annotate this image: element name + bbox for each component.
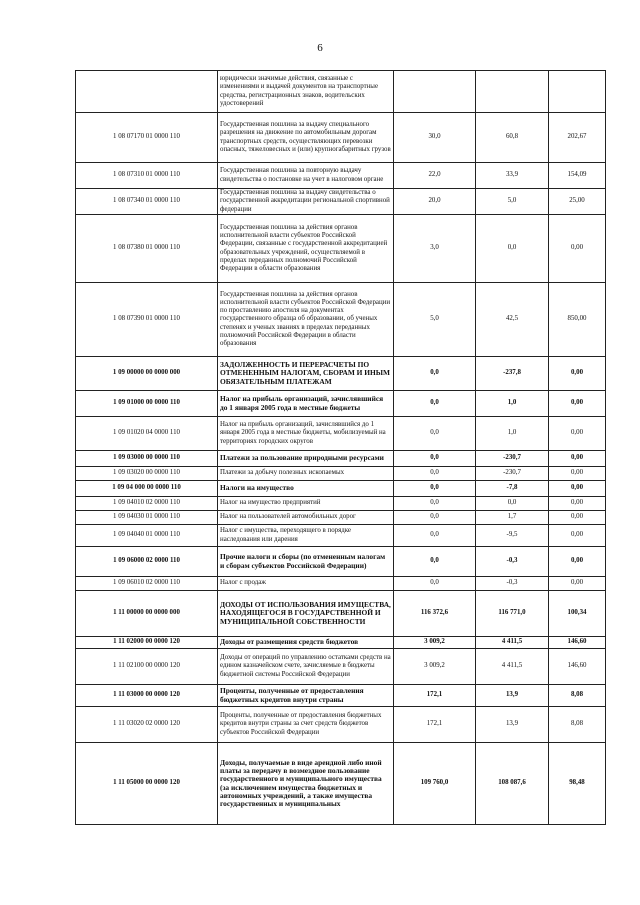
row-actual-value: -0,3: [476, 547, 549, 577]
row-actual-value: 108 087,6: [476, 743, 549, 825]
row-code: 1 11 02100 00 0000 120: [76, 649, 218, 685]
row-code: 1 08 07380 01 0000 110: [76, 215, 218, 283]
table-row: [76, 649, 606, 685]
row-percent: 0,00: [549, 577, 606, 591]
row-description: Налоги на имущество: [218, 481, 394, 497]
row-plan-value: 3 009,2: [394, 649, 476, 685]
row-percent: 8,08: [549, 685, 606, 707]
table-row: [76, 497, 606, 511]
row-percent: 146,60: [549, 649, 606, 685]
row-plan-value: [394, 71, 476, 113]
row-description: Проценты, полученные от предоставления бюджетных кредитов внутри страны за счет средств бюджетов субъектов Российской Федерации: [218, 707, 394, 743]
row-percent: 0,00: [549, 357, 606, 391]
row-percent: 202,67: [549, 113, 606, 163]
row-description: Прочие налоги и сборы (по отмененным налогам и сборам субъектов Российской Федерации): [218, 547, 394, 577]
row-percent: 98,48: [549, 743, 606, 825]
row-percent: 25,00: [549, 189, 606, 215]
row-plan-value: 20,0: [394, 189, 476, 215]
row-plan-value: 0,0: [394, 525, 476, 547]
table-row: [76, 283, 606, 357]
row-code: 1 09 04 000 00 0000 110: [76, 481, 218, 497]
table-row: [76, 481, 606, 497]
row-description: Платежи за пользование природными ресурсами: [218, 451, 394, 467]
row-code: 1 09 06010 02 0000 110: [76, 577, 218, 591]
table-row: [76, 591, 606, 637]
table-row: [76, 547, 606, 577]
row-plan-value: 0,0: [394, 451, 476, 467]
row-plan-value: 172,1: [394, 707, 476, 743]
table-row: [76, 685, 606, 707]
row-description: юридически значимые действия, связанные с изменениями и выдачей документов на транспортные средства, регистрационных знаков, водительских удостоверений: [218, 71, 394, 113]
row-percent: 0,00: [549, 481, 606, 497]
row-percent: 0,00: [549, 417, 606, 451]
row-code: [76, 71, 218, 113]
row-code: 1 08 07390 01 0000 110: [76, 283, 218, 357]
row-plan-value: 0,0: [394, 467, 476, 481]
row-description: Налог на имущество предприятий: [218, 497, 394, 511]
row-description: Государственная пошлина за повторную выдачу свидетельства о постановке на учет в налоговом органе: [218, 163, 394, 189]
row-percent: 0,00: [549, 525, 606, 547]
row-plan-value: 109 760,0: [394, 743, 476, 825]
row-percent: 0,00: [549, 547, 606, 577]
row-code: 1 08 07170 01 0000 110: [76, 113, 218, 163]
row-plan-value: 5,0: [394, 283, 476, 357]
row-actual-value: -230,7: [476, 467, 549, 481]
row-code: 1 09 04010 02 0000 110: [76, 497, 218, 511]
row-description: Доходы от размещения средств бюджетов: [218, 637, 394, 649]
table-row: [76, 511, 606, 525]
row-actual-value: 1,7: [476, 511, 549, 525]
row-code: 1 09 00000 00 0000 000: [76, 357, 218, 391]
row-actual-value: 0,0: [476, 215, 549, 283]
row-description: Проценты, полученные от предоставления бюджетных кредитов внутри страны: [218, 685, 394, 707]
row-actual-value: 4 411,5: [476, 649, 549, 685]
row-plan-value: 0,0: [394, 391, 476, 417]
row-description: Государственная пошлина за выдачу специального разрешения на движение по автомобильным дорогам транспортных средств, осуществляющих перевозки опасных, тяжеловесных и (или) крупногабаритных грузов: [218, 113, 394, 163]
row-actual-value: -230,7: [476, 451, 549, 467]
row-actual-value: -0,3: [476, 577, 549, 591]
page-number: 6: [317, 42, 323, 54]
row-percent: 0,00: [549, 391, 606, 417]
row-plan-value: 22,0: [394, 163, 476, 189]
row-actual-value: -7,8: [476, 481, 549, 497]
row-percent: 0,00: [549, 467, 606, 481]
row-code: 1 11 03020 02 0000 120: [76, 707, 218, 743]
row-actual-value: 13,9: [476, 707, 549, 743]
row-actual-value: 116 771,0: [476, 591, 549, 637]
row-code: 1 09 03020 00 0000 110: [76, 467, 218, 481]
row-code: 1 09 01000 00 0000 110: [76, 391, 218, 417]
table-row: [76, 577, 606, 591]
table-row: [76, 71, 606, 113]
table-body: [76, 71, 606, 825]
row-percent: [549, 71, 606, 113]
row-description: Налог с имущества, переходящего в порядке наследования или дарения: [218, 525, 394, 547]
table-row: [76, 707, 606, 743]
table-row: [76, 525, 606, 547]
row-code: 1 09 04040 01 0000 110: [76, 525, 218, 547]
row-percent: 0,00: [549, 497, 606, 511]
row-plan-value: 0,0: [394, 547, 476, 577]
row-actual-value: 1,0: [476, 391, 549, 417]
row-plan-value: 0,0: [394, 577, 476, 591]
row-plan-value: 0,0: [394, 417, 476, 451]
row-code: 1 09 04030 01 0000 110: [76, 511, 218, 525]
row-code: 1 09 01020 04 0000 110: [76, 417, 218, 451]
row-plan-value: 3 009,2: [394, 637, 476, 649]
row-plan-value: 0,0: [394, 511, 476, 525]
row-description: Платежи за добычу полезных ископаемых: [218, 467, 394, 481]
table-row: [76, 391, 606, 417]
row-code: 1 08 07310 01 0000 110: [76, 163, 218, 189]
row-code: 1 11 03000 00 0000 120: [76, 685, 218, 707]
row-actual-value: -9,5: [476, 525, 549, 547]
row-actual-value: -237,8: [476, 357, 549, 391]
row-code: 1 08 07340 01 0000 110: [76, 189, 218, 215]
row-description: Доходы, получаемые в виде арендной либо иной платы за передачу в возмездное пользование государственного и муниципального имущества (за исключением имущества бюджетных и автономных учреждений, а также имущества государственных и муниципальных: [218, 743, 394, 825]
row-percent: 146,60: [549, 637, 606, 649]
table-row: [76, 467, 606, 481]
table-row: [76, 417, 606, 451]
row-actual-value: 0,0: [476, 497, 549, 511]
table-row: [76, 189, 606, 215]
row-description: ЗАДОЛЖЕННОСТЬ И ПЕРЕРАСЧЕТЫ ПО ОТМЕНЕННЫМ НАЛОГАМ, СБОРАМ И ИНЫМ ОБЯЗАТЕЛЬНЫМ ПЛАТЕЖАМ: [218, 357, 394, 391]
row-plan-value: 0,0: [394, 357, 476, 391]
table-row: [76, 163, 606, 189]
row-plan-value: 3,0: [394, 215, 476, 283]
table-row: [76, 357, 606, 391]
table-row: [76, 637, 606, 649]
row-description: Государственная пошлина за действия органов исполнительной власти субъектов Российской Федерации по проставлению апостиля на документах государственного образца об образовании, об ученых степенях и ученых званиях в пределах переданных полномочий Российской Федерации в области образования: [218, 283, 394, 357]
row-description: Государственная пошлина за выдачу свидетельства о государственной аккредитации региональной спортивной федерации: [218, 189, 394, 215]
table-row: [76, 215, 606, 283]
table-row: [76, 113, 606, 163]
row-description: Налог на прибыль организаций, зачислявшийся до 1 января 2005 года в местные бюджеты: [218, 391, 394, 417]
row-plan-value: 0,0: [394, 481, 476, 497]
table-row: [76, 451, 606, 467]
row-description: Налог с продаж: [218, 577, 394, 591]
row-description: ДОХОДЫ ОТ ИСПОЛЬЗОВАНИЯ ИМУЩЕСТВА, НАХОДЯЩЕГОСЯ В ГОСУДАРСТВЕННОЙ И МУНИЦИПАЛЬНОЙ СОБСТВЕННОСТИ: [218, 591, 394, 637]
row-actual-value: 60,8: [476, 113, 549, 163]
row-plan-value: 30,0: [394, 113, 476, 163]
row-actual-value: 33,9: [476, 163, 549, 189]
row-code: 1 09 06000 02 0000 110: [76, 547, 218, 577]
row-actual-value: 13,9: [476, 685, 549, 707]
row-percent: 0,00: [549, 451, 606, 467]
row-description: Налог на пользователей автомобильных дорог: [218, 511, 394, 525]
row-percent: 8,08: [549, 707, 606, 743]
budget-revenue-table: [75, 70, 606, 825]
row-percent: 850,00: [549, 283, 606, 357]
row-actual-value: 1,0: [476, 417, 549, 451]
row-actual-value: [476, 71, 549, 113]
row-plan-value: 172,1: [394, 685, 476, 707]
row-description: Государственная пошлина за действия органов исполнительной власти субъектов Российской Федерации, связанные с государственной аккредитацией образовательных учреждений, осуществляемой в пределах переданных полномочий Российской Федерации в области образования: [218, 215, 394, 283]
row-code: 1 09 03000 00 0000 110: [76, 451, 218, 467]
row-code: 1 11 00000 00 0000 000: [76, 591, 218, 637]
row-code: 1 11 05000 00 0000 120: [76, 743, 218, 825]
row-actual-value: 42,5: [476, 283, 549, 357]
row-actual-value: 5,0: [476, 189, 549, 215]
row-percent: 154,09: [549, 163, 606, 189]
row-percent: 0,00: [549, 215, 606, 283]
table-row: [76, 743, 606, 825]
row-actual-value: 4 411,5: [476, 637, 549, 649]
row-percent: 0,00: [549, 511, 606, 525]
row-percent: 100,34: [549, 591, 606, 637]
row-code: 1 11 02000 00 0000 120: [76, 637, 218, 649]
row-plan-value: 116 372,6: [394, 591, 476, 637]
row-description: Доходы от операций по управлению остатками средств на едином казначейском счете, зачисляемые в бюджеты бюджетной системы Российской Федерации: [218, 649, 394, 685]
row-plan-value: 0,0: [394, 497, 476, 511]
row-description: Налог на прибыль организаций, зачислявшийся до 1 января 2005 года в местные бюджеты, мобилизуемый на территориях городских округов: [218, 417, 394, 451]
